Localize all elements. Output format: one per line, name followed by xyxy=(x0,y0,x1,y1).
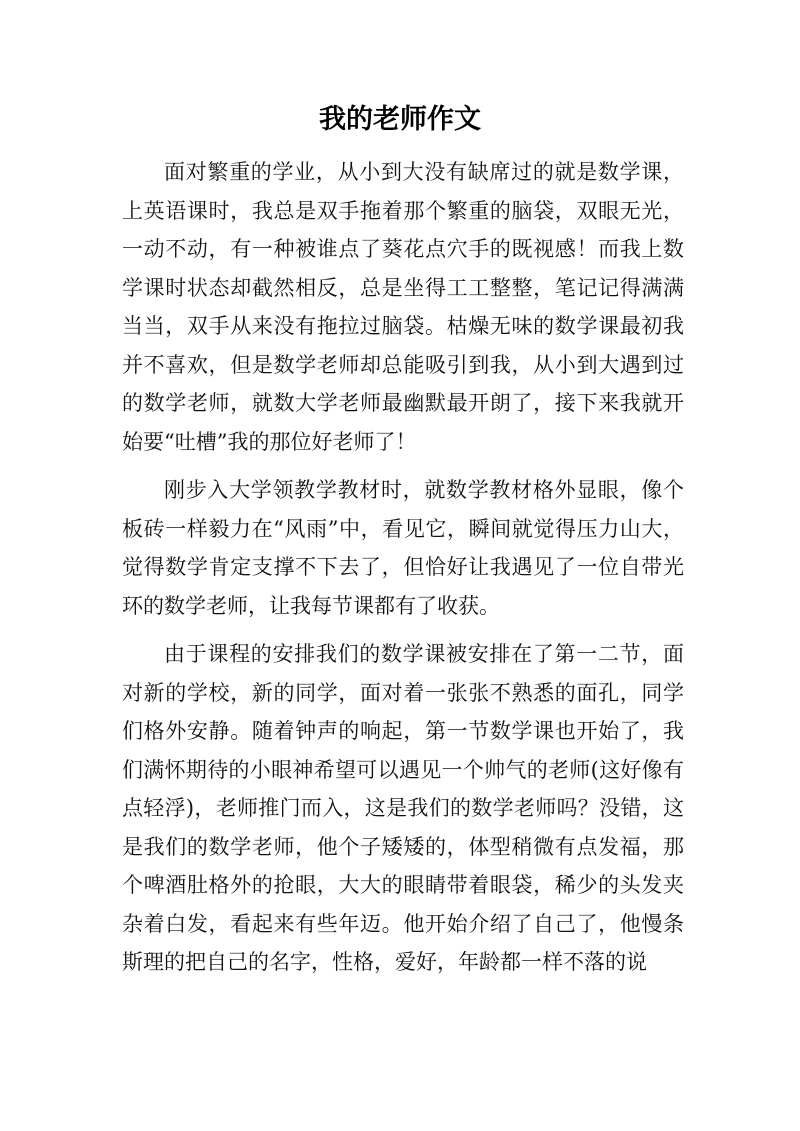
paragraph-1: 面对繁重的学业，从小到大没有缺席过的就是数学课，上英语课时，我总是双手拖着那个繁重的脑袋，双眼无光，一动不动，有一种被谁点了葵花点穴手的既视感！而我上数学课时状态却截然相反，总是坐得工工整整，笔记记得满满当当，双手从来没有拖拉过脑袋。枯燥无味的数学课最初我并不喜欢，但是数学老师却总能吸引到我，从小到大遇到过的数学老师，就数大学老师最幽默最开朗了，接下来我就开始要“吐槽”我的那位好老师了！ xyxy=(122,160,684,454)
paragraph-3: 由于课程的安排我们的数学课被安排在了第一二节，面对新的学校，新的同学，面对着一张张不熟悉的面孔，同学们格外安静。随着钟声的响起，第一节数学课也开始了，我们满怀期待的小眼神希望可以遇见一个帅气的老师(这好像有点轻浮)，老师推门而入，这是我们的数学老师吗？没错，这是我们的数学老师，他个子矮矮的，体型稍微有点发福，那个啤酒肚格外的抢眼，大大的眼睛带着眼袋，稀少的头发夹杂着白发，看起来有些年迈。他开始介绍了自己了，他慢条斯理的把自己的名字，性格，爱好，年龄都一样不落的说 xyxy=(122,642,684,974)
document-body xyxy=(122,153,684,992)
document-title: 我的老师作文 xyxy=(319,104,481,135)
paragraph-2: 刚步入大学领教学教材时，就数学教材格外显眼，像个板砖一样毅力在“风雨”中，看见它，瞬间就觉得压力山大，觉得数学肯定支撑不下去了，但恰好让我遇见了一位自带光环的数学老师，让我每节课都有了收获。 xyxy=(122,478,684,618)
